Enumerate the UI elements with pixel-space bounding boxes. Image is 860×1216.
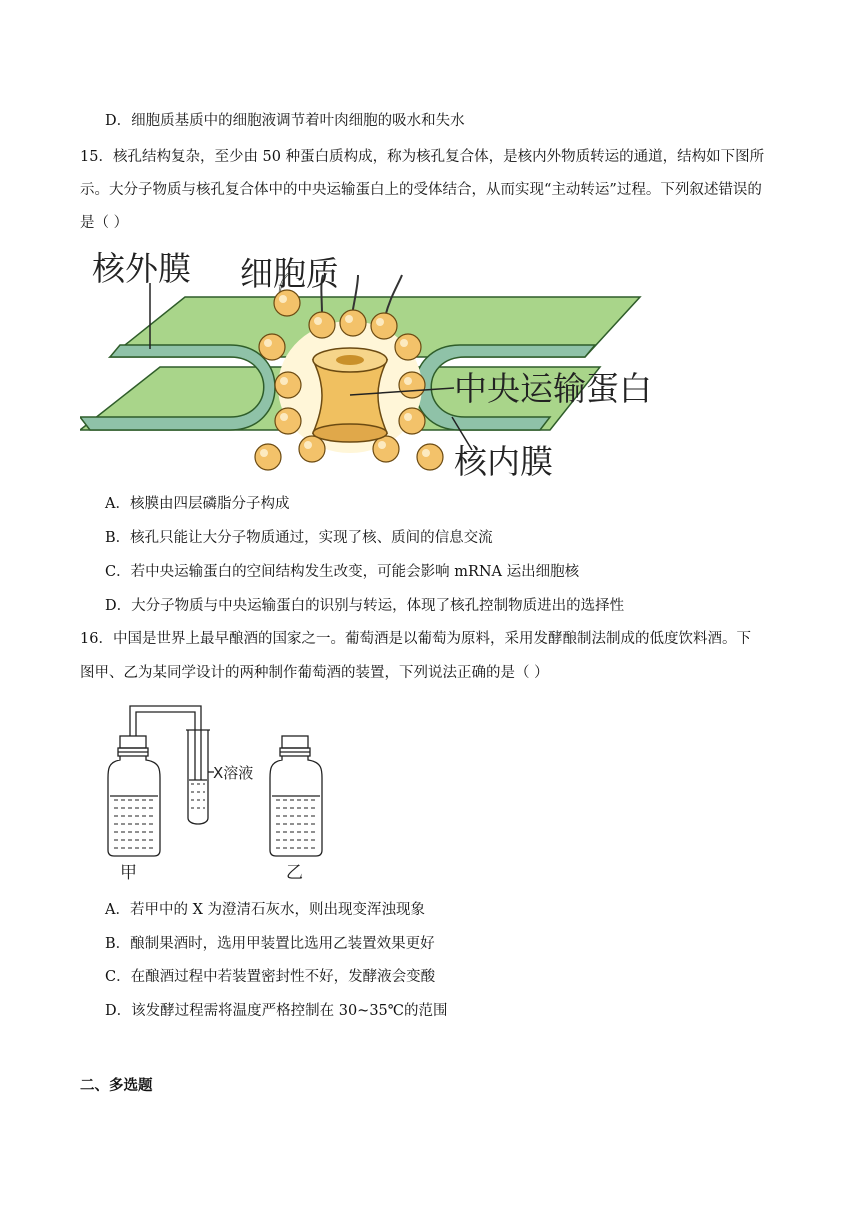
- bottle-yi: [270, 736, 322, 856]
- x-solution-label: X溶液: [213, 764, 254, 782]
- q15-stem-line-2: 示。大分子物质与核孔复合体中的中央运输蛋白上的受体结合，从而实现“主动转运”过程。下列叙述错误的: [80, 182, 762, 198]
- q16-option-d: D．该发酵过程需将温度严格控制在 30~35℃的范围: [105, 1003, 448, 1019]
- bottle-jia: [108, 736, 160, 856]
- q16-option-a: A．若甲中的 X 为澄清石灰水，则出现变浑浊现象: [105, 902, 426, 918]
- q15-stem-line-1: 15．核孔结构复杂，至少由 50 种蛋白质构成，称为核孔复合体，是核内外物质转运的通道，结构如下图所: [80, 149, 765, 165]
- q15-option-c: C．若中央运输蛋白的空间结构发生改变，可能会影响 mRNA 运出细胞核: [105, 564, 580, 580]
- central-protein-label: 中央运输蛋白: [454, 369, 652, 408]
- q15-option-b: B．核孔只能让大分子物质通过，实现了核、质间的信息交流: [105, 530, 493, 546]
- q15-option-d: D．大分子物质与中央运输蛋白的识别与转运，体现了核孔控制物质进出的选择性: [105, 598, 625, 614]
- q14-option-d: D．细胞质基质中的细胞液调节着叶肉细胞的吸水和失水: [105, 113, 465, 129]
- test-tube: [186, 730, 214, 824]
- fermentation-apparatus-figure: [100, 700, 380, 885]
- section-title: 二、多选题: [80, 1078, 153, 1094]
- q15-option-a: A．核膜由四层磷脂分子构成: [105, 496, 290, 512]
- q16-stem-line-2: 图甲、乙为某同学设计的两种制作葡萄酒的装置，下列说法正确的是（ ）: [80, 665, 549, 681]
- outer-membrane-label: 核外膜: [92, 249, 191, 288]
- inner-membrane-label: 核内膜: [454, 442, 553, 481]
- nuclear-pore-figure: [80, 245, 660, 485]
- connecting-tube: [130, 706, 201, 780]
- q15-stem-line-3: 是（ ）: [80, 215, 129, 231]
- yi-label: 乙: [286, 863, 303, 883]
- q16-option-b: B．酿制果酒时，选用甲装置比选用乙装置效果更好: [105, 936, 435, 952]
- q16-option-c: C．在酿酒过程中若装置密封性不好，发酵液会变酸: [105, 969, 436, 985]
- cytoplasm-label: 细胞质: [240, 254, 339, 293]
- q16-stem-line-1: 16．中国是世界上最早酿酒的国家之一。葡萄酒是以葡萄为原料，采用发酵酿制法制成的低度饮料酒。下: [80, 631, 751, 647]
- jia-label: 甲: [120, 863, 137, 883]
